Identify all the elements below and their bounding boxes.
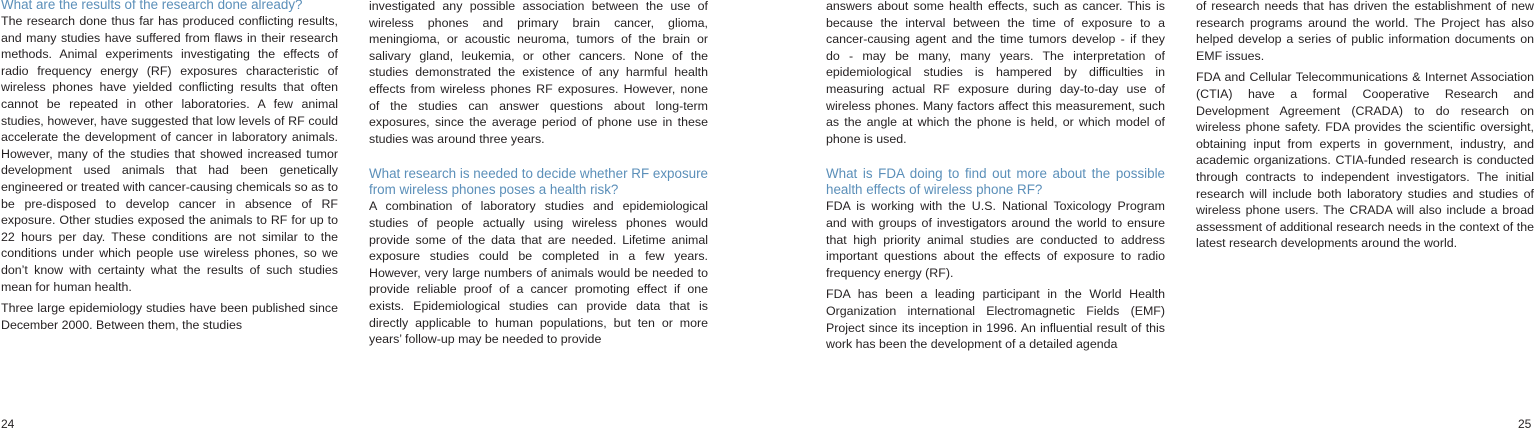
- paragraph: answers about some health effects, such as cancer. This is because the interval between the time of exposure to a cancer-causing agent and the time tumors develop - if they do - may be many, many years. The interpretation of epidemiological studies is hampered by difficulties in measuring actual RF exposure during day-to-day use of wireless phones. Many factors affect this measurement, such as the angle at which the phone is held, or which model of phone is used.: [826, 0, 1165, 146]
- paragraph: of research needs that has driven the establishment of new research programs around the world. The Project has also helped develop a series of public information documents on EMF issues.: [1196, 0, 1534, 63]
- column-1: [1, 0, 338, 338]
- page-number-left: 24: [1, 417, 15, 431]
- paragraph: FDA and Cellular Telecommunications & Internet Association (CTIA) have a formal Cooperative Research and Development Agreement (CRADA) to do research on wireless phone safety. FDA provides the scientific oversight, obtaining input from experts in government, industry, and academic organizations. CTIA-funded research is conducted through contracts to independent investigators. The initial research will include both laboratory studies and studies of wireless phone users. The CRADA will also include a broad assessment of additional research needs in the context of the latest research developments around the world.: [1196, 70, 1534, 251]
- column-3: [826, 0, 1165, 358]
- column-2: [369, 0, 708, 353]
- paragraph: FDA is working with the U.S. National Toxicology Program and with groups of investigators around the world to ensure that high priority animal studies are conducted to address important questions about the effects of exposure to radio frequency energy (RF).: [826, 199, 1165, 280]
- page-number-right: 25: [1518, 417, 1532, 431]
- paragraph: The research done thus far has produced conflicting results, and many studies have suffered from flaws in their research methods. Animal experiments investigating the effects of radio frequency energy (RF) exposures characteristic of wireless phones have yielded conflicting results that often cannot be repeated in other laboratories. A few animal studies, however, have suggested that low levels of RF could accelerate the development of cancer in laboratory animals. However, many of the studies that showed increased tumor development used animals that had been genetically engineered or treated with cancer-causing chemicals so as to be pre-disposed to develop cancer in absence of RF exposure. Other studies exposed the animals to RF for up to 22 hours per day. These conditions are not similar to the conditions under which people use wireless phones, so we don’t know with certainty what the results of such studies mean for human health.: [1, 14, 338, 294]
- heading-research-needed: What research is needed to decide whether RF exposure from wireless phones poses a health risk?: [369, 166, 708, 198]
- paragraph: Three large epidemiology studies have been published since December 2000. Between them, the studies: [1, 301, 338, 332]
- heading-research-results: What are the results of the research done already?: [1, 0, 303, 12]
- heading-fda-doing: What is FDA doing to find out more about the possible health effects of wireless phone RF?: [826, 166, 1165, 198]
- paragraph: FDA has been a leading participant in the World Health Organization international Electromagnetic Fields (EMF) Project since its inception in 1996. An influential result of this work has been the development of a detailed agenda: [826, 287, 1165, 352]
- paragraph: A combination of laboratory studies and epidemiological studies of people actually using wireless phones would provide some of the data that are needed. Lifetime animal exposure studies could be completed in a few years. However, very large numbers of animals would be needed to provide reliable proof of a cancer promoting effect if one exists. Epidemiological studies can provide data that is directly applicable to human populations, but ten or more years’ follow-up may be needed to provide: [369, 199, 708, 347]
- paragraph: investigated any possible association between the use of wireless phones and primary brain cancer, glioma, meningioma, or acoustic neuroma, tumors of the brain or salivary gland, leukemia, or other cancers. None of the studies demonstrated the existence of any harmful health effects from wireless phones RF exposures. However, none of the studies can answer questions about long-term exposures, since the average period of phone use in these studies was around three years.: [369, 0, 708, 146]
- column-4: [1196, 0, 1534, 257]
